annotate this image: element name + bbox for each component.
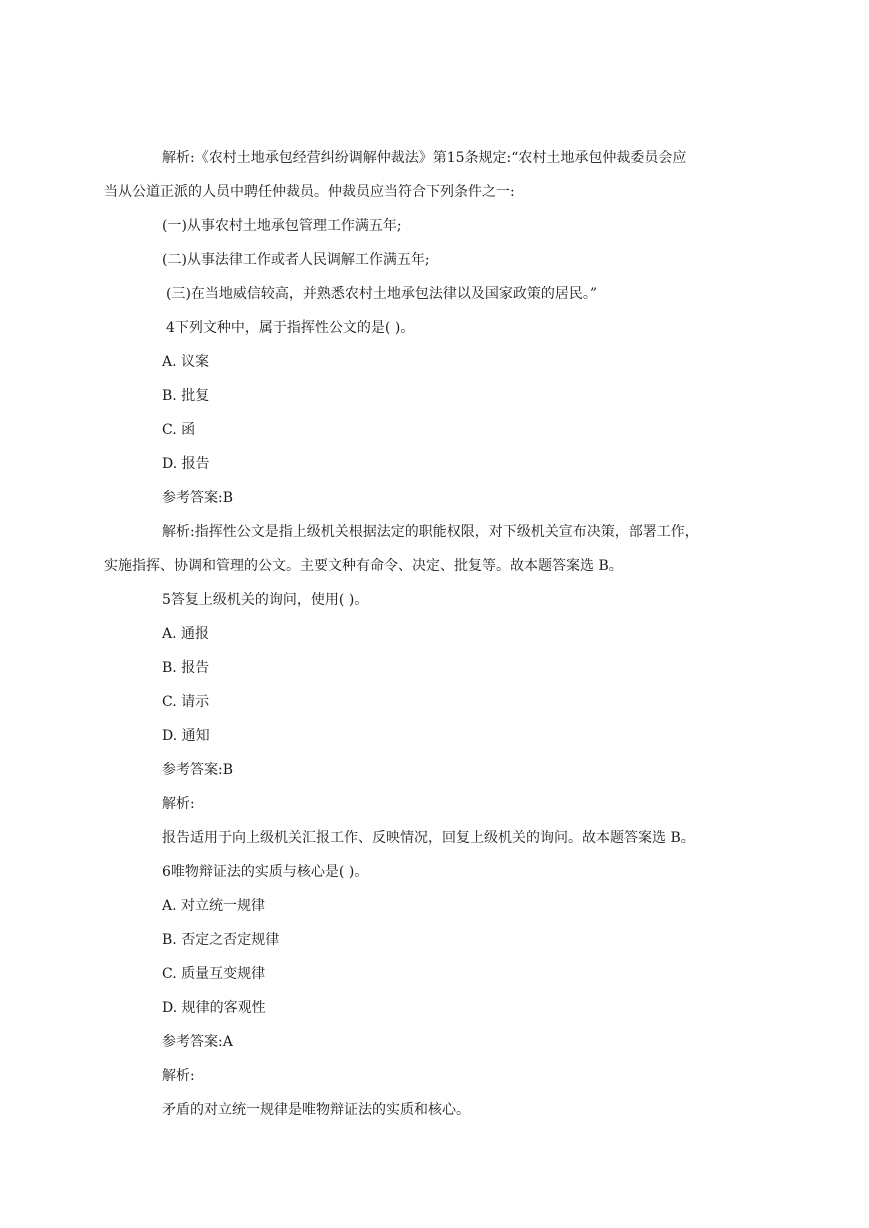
text-line: (一)从事农村土地承包管理工作满五年;	[162, 218, 402, 234]
text-line: (三)在当地威信较高，并熟悉农村土地承包法律以及国家政策的居民。”	[166, 286, 598, 302]
option-c: C. 函	[162, 422, 196, 438]
option-b: B. 否定之否定规律	[162, 932, 280, 948]
question-text: 5答复上级机关的询问，使用( )。	[162, 592, 369, 608]
question-text: 6唯物辩证法的实质与核心是( )。	[162, 864, 369, 880]
option-d: D. 规律的客观性	[162, 1000, 266, 1016]
analysis-text: 矛盾的对立统一规律是唯物辩证法的实质和核心。	[162, 1102, 470, 1118]
option-b: B. 报告	[162, 660, 210, 676]
analysis-label: 解析:	[162, 796, 195, 812]
reference-answer: 参考答案:B	[162, 762, 234, 778]
option-c: C. 请示	[162, 694, 210, 710]
option-d: D. 报告	[162, 456, 210, 472]
reference-answer: 参考答案:B	[162, 490, 234, 506]
analysis-text: 实施指挥、协调和管理的公文。主要文种有命令、决定、批复等。故本题答案选 B。	[104, 558, 623, 574]
option-c: C. 质量互变规律	[162, 966, 266, 982]
analysis-label: 解析:	[162, 1068, 195, 1084]
option-a: A. 对立统一规律	[162, 898, 266, 914]
text-line: (二)从事法律工作或者人民调解工作满五年;	[162, 252, 430, 268]
text-line: 解析:《农村土地承包经营纠纷调解仲裁法》第15条规定:“农村土地承包仲裁委员会应	[162, 150, 687, 166]
analysis-text: 报告适用于向上级机关汇报工作、反映情况，回复上级机关的询问。故本题答案选 B。	[162, 830, 695, 846]
text-line: 当从公道正派的人员中聘任仲裁员。仲裁员应当符合下列条件之一:	[104, 184, 515, 200]
option-a: A. 议案	[162, 354, 210, 370]
analysis-text: 解析:指挥性公文是指上级机关根据法定的职能权限，对下级机关宣布决策，部署工作，	[162, 524, 699, 540]
reference-answer: 参考答案:A	[162, 1034, 233, 1050]
option-d: D. 通知	[162, 728, 210, 744]
question-text: 4下列文种中，属于指挥性公文的是( )。	[166, 320, 415, 336]
option-b: B. 批复	[162, 388, 210, 404]
option-a: A. 通报	[162, 626, 210, 642]
